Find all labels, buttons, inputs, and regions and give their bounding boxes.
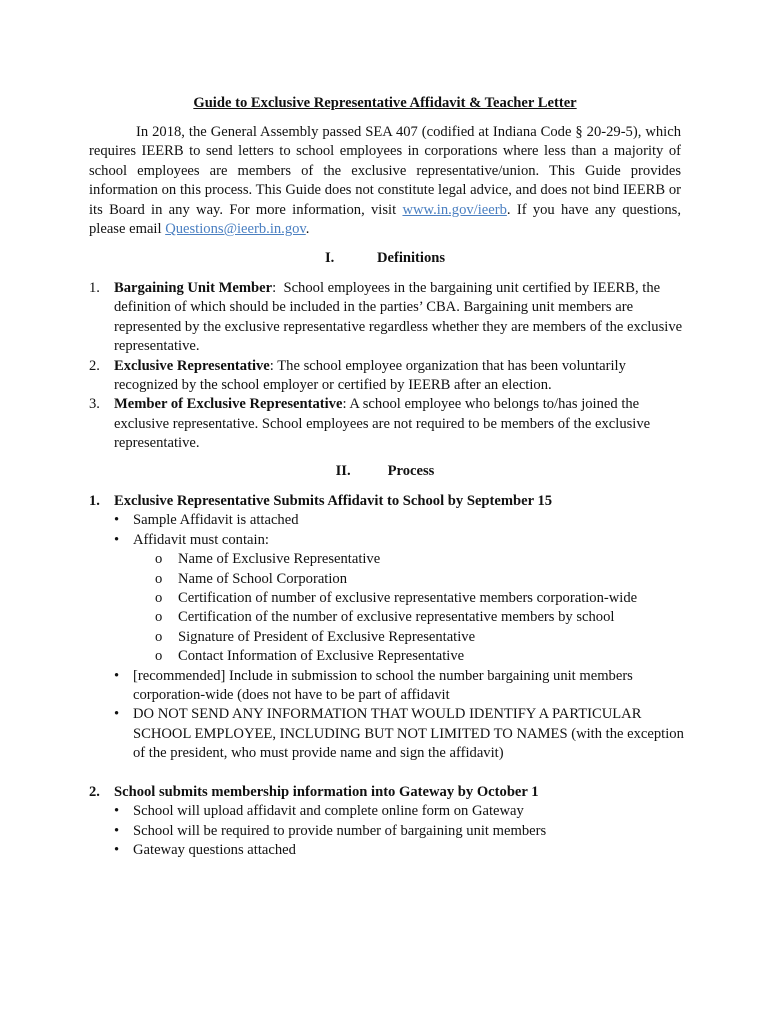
section-title: Process xyxy=(387,463,435,479)
definition-text: The school employee organization that has been voluntarily recognized by the school employer or certified by IEERB after an election. xyxy=(114,357,626,394)
section-title: Definitions xyxy=(376,250,446,266)
spacer xyxy=(89,764,689,783)
page-title: Guide to Exclusive Representative Affidavit & Teacher Letter xyxy=(193,95,577,111)
sub-glyph: o xyxy=(155,628,163,645)
bullet-text: School will upload affidavit and complete online form on Gateway xyxy=(133,803,524,820)
sub-item xyxy=(133,550,689,569)
sub-text: Contact Information of Exclusive Representative xyxy=(178,648,465,665)
definition-text: A school employee who belongs to/has joined the exclusive representative. School employees are not required to be members of the exclusive representative. xyxy=(114,396,651,452)
step-bullets xyxy=(89,511,689,763)
definition-term: Exclusive Representative xyxy=(114,357,270,374)
sub-text: Name of School Corporation xyxy=(178,570,348,587)
sub-text: Signature of President of Exclusive Representative xyxy=(178,628,476,645)
bullet-item xyxy=(89,822,689,841)
bullet-glyph: • xyxy=(114,667,120,684)
sub-text: Certification of number of exclusive representative members corporation-wide xyxy=(178,590,638,607)
process-list xyxy=(89,492,689,860)
section-number: II. xyxy=(335,463,351,479)
definition-item xyxy=(89,395,689,453)
step-number: 1. xyxy=(89,493,100,509)
bullet-item xyxy=(89,511,689,530)
definition-term: Bargaining Unit Member xyxy=(114,280,273,296)
bullet-glyph: • xyxy=(114,841,120,858)
bullet-item xyxy=(89,705,689,763)
sub-item xyxy=(133,608,689,627)
step-heading: Exclusive Representative Submits Affidavit to School by September 15 xyxy=(114,493,553,509)
intro-text-middle: . If you have any questions, please email xyxy=(89,201,681,238)
item-number: 2. xyxy=(89,357,100,374)
sub-item xyxy=(133,589,689,608)
sub-text: Name of Exclusive Representative xyxy=(178,551,381,568)
step-heading: School submits membership information into Gateway by October 1 xyxy=(114,783,539,800)
affidavit-contents-list xyxy=(133,550,689,666)
questions-email-link[interactable]: Questions@ieerb.in.gov xyxy=(165,221,306,238)
intro-text-end: . xyxy=(305,221,310,238)
sub-item xyxy=(133,647,689,666)
bullet-text: Affidavit must contain: xyxy=(133,531,269,548)
section-definitions-heading xyxy=(0,249,770,268)
bullet-glyph: • xyxy=(114,803,120,820)
item-number: 1. xyxy=(89,280,100,296)
bullet-text: [recommended] Include in submission to school the number bargaining unit members corporation-wide (does not have to be part of affidavit xyxy=(133,667,633,704)
definition-item xyxy=(89,357,689,396)
sub-item xyxy=(133,628,689,647)
sub-glyph: o xyxy=(155,609,163,626)
definition-item xyxy=(89,279,689,357)
step-number: 2. xyxy=(89,783,100,800)
definitions-list xyxy=(89,279,689,454)
bullet-item xyxy=(89,531,689,667)
sub-item xyxy=(133,570,689,589)
definition-sep: : xyxy=(272,280,284,296)
sub-text: Certification of the number of exclusive representative members by school xyxy=(178,609,615,626)
bullet-glyph: • xyxy=(114,512,120,529)
bullet-item xyxy=(89,802,689,821)
sub-glyph: o xyxy=(155,590,163,607)
bullet-item xyxy=(89,667,689,706)
sub-glyph: o xyxy=(155,570,163,587)
definition-sep: : xyxy=(342,396,350,413)
bullet-glyph: • xyxy=(114,706,120,723)
bullet-glyph: • xyxy=(114,822,120,839)
step-bullets xyxy=(89,802,689,860)
definition-sep: : xyxy=(269,357,278,374)
sub-glyph: o xyxy=(155,648,163,665)
section-process-heading xyxy=(0,462,770,481)
definition-term: Member of Exclusive Representative xyxy=(114,396,343,413)
process-step xyxy=(89,783,689,861)
intro-paragraph xyxy=(89,123,681,239)
bullet-text: Gateway questions attached xyxy=(133,841,296,858)
sub-glyph: o xyxy=(155,551,163,568)
intro-text: In 2018, the General Assembly passed SEA 407 (codified at Indiana Code § 20-29-5), which requires IEERB to send letters to school employees in corporations where less than a majority of school employees are members of the exclusive representative/union. This Guide provides information on this process. This Guide does not constitute legal advice, and does not bind IEERB or its Board in any way. For more information, visit xyxy=(89,124,681,218)
bullet-text: Sample Affidavit is attached xyxy=(133,512,299,529)
item-number: 3. xyxy=(89,396,100,413)
ieerb-website-link[interactable]: www.in.gov/ieerb xyxy=(402,201,507,218)
bullet-text: DO NOT SEND ANY INFORMATION THAT WOULD IDENTIFY A PARTICULAR SCHOOL EMPLOYEE, INCLUDING BUT NOT LIMITED TO NAMES (with the exception of the president, who must provide name and sign the affidavit) xyxy=(133,706,684,762)
bullet-text: School will be required to provide number of bargaining unit members xyxy=(133,822,547,839)
definition-text: School employees in the bargaining unit certified by IEERB, the definition of which should be included in the parties’ CBA. Bargaining unit members are represented by the exclusive representative regardless whether they are members of the exclusive representative. xyxy=(114,280,683,355)
section-number: I. xyxy=(324,250,335,266)
process-step xyxy=(89,492,689,764)
bullet-item xyxy=(89,841,689,860)
bullet-glyph: • xyxy=(114,531,120,548)
